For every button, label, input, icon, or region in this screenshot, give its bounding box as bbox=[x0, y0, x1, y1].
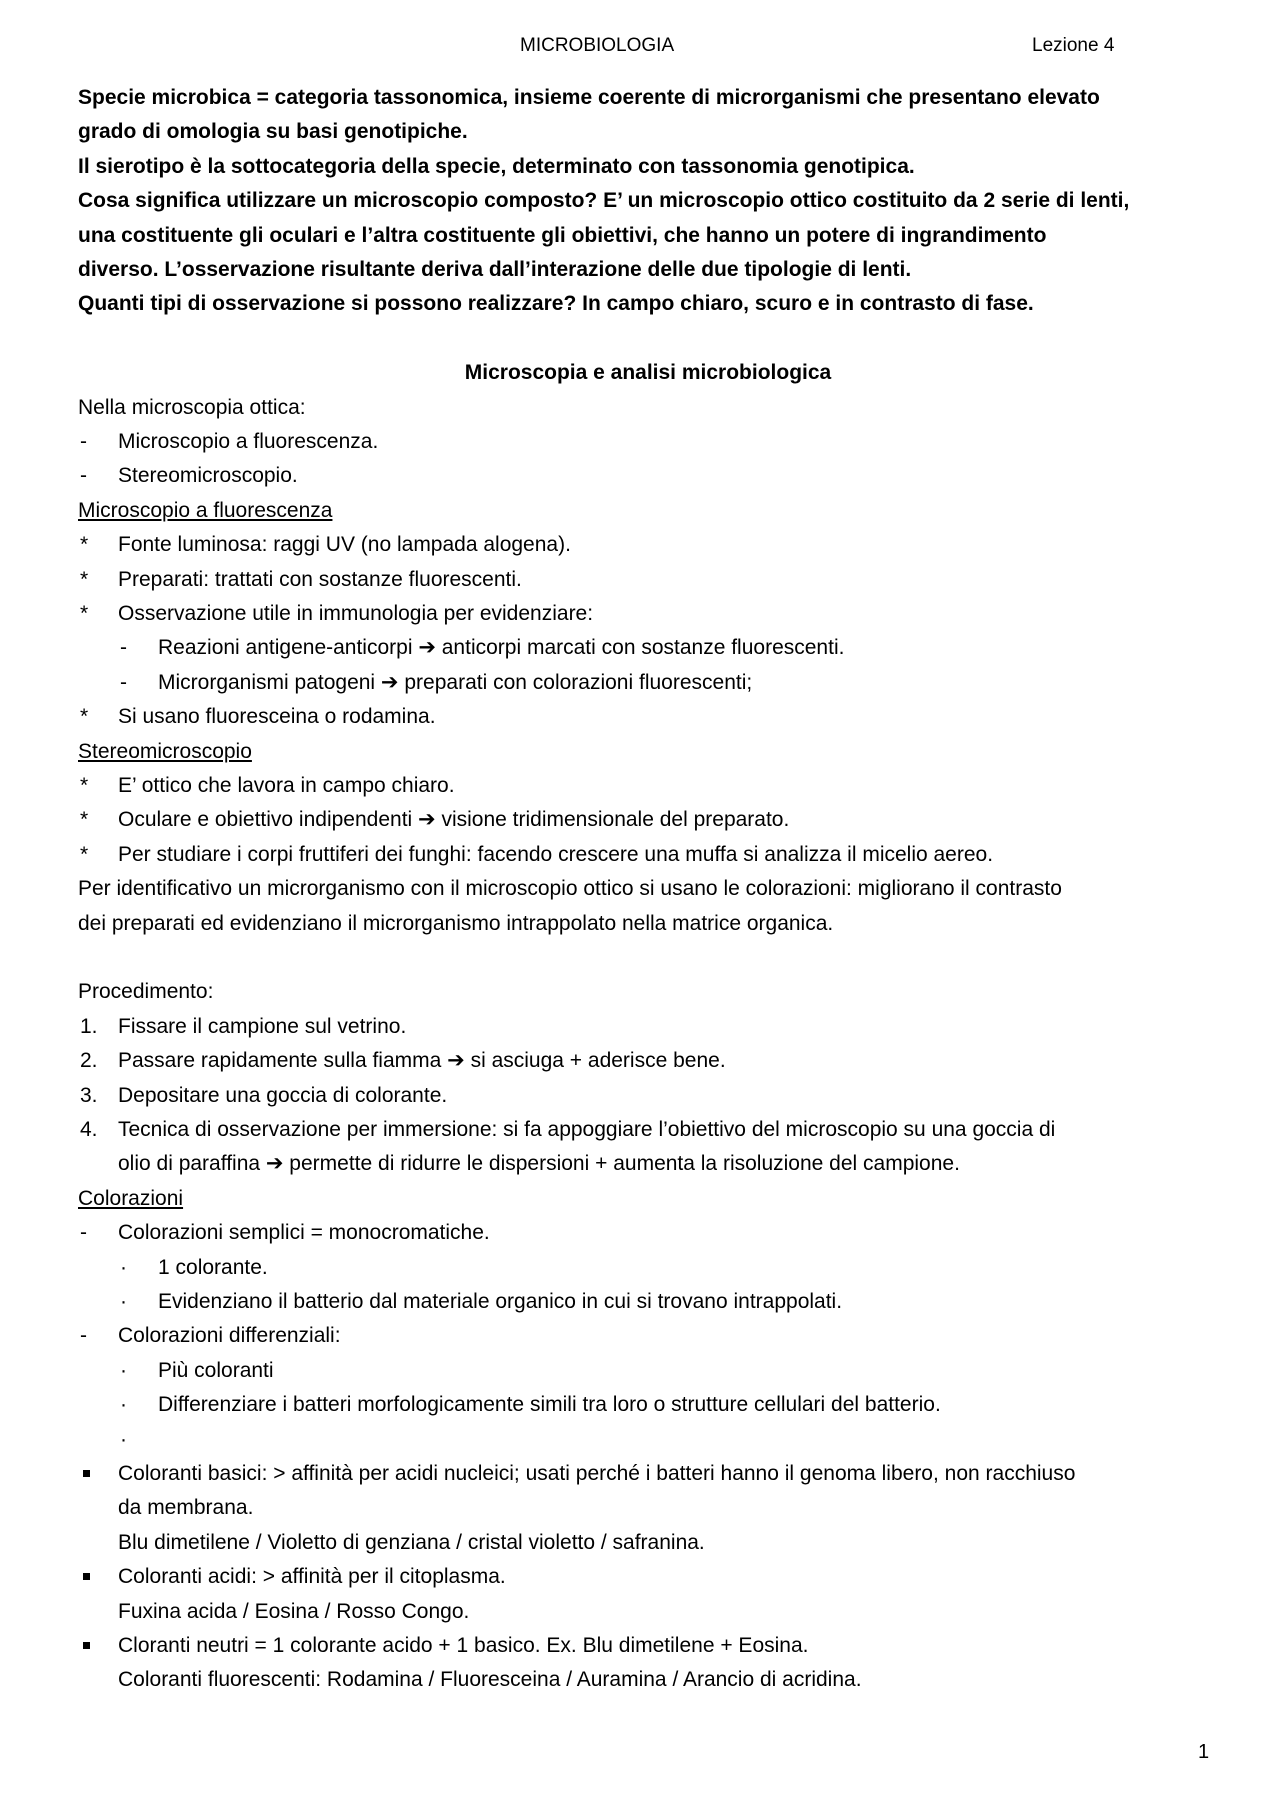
star-marker: * bbox=[80, 601, 89, 625]
list-item bbox=[78, 769, 1218, 803]
square-bullet-icon bbox=[78, 1629, 118, 1663]
stereo-heading: Stereomicroscopio bbox=[78, 739, 252, 763]
intro-line: diverso. L’osservazione risultante deriva dall’interazione delle due tipologie di lenti. bbox=[78, 257, 912, 281]
list-item bbox=[78, 803, 1218, 837]
list-item-text: Reazioni antigene-anticorpi ➔ anticorpi marcati con sostanze fluorescenti. bbox=[158, 636, 845, 660]
intro-line: Specie microbica = categoria tassonomica, insieme coerente di microrganismi che presentano elevato bbox=[78, 86, 1100, 109]
intro-line: Il sierotipo è la sottocategoria della specie, determinato con tassonomia genotipica. bbox=[78, 154, 915, 178]
dot-marker: · bbox=[120, 1289, 127, 1313]
list-continuation: Blu dimetilene / Violetto di genziana / cristal violetto / safranina. bbox=[118, 1530, 705, 1554]
list-item-text: Più coloranti bbox=[158, 1358, 274, 1382]
dash-marker: - bbox=[120, 636, 127, 660]
step-text: Depositare una goccia di colorante. bbox=[118, 1083, 448, 1107]
list-item bbox=[78, 528, 1218, 562]
star-marker: * bbox=[80, 567, 89, 591]
dash-marker: - bbox=[80, 1324, 87, 1348]
list-item bbox=[78, 700, 1218, 734]
list-item bbox=[78, 425, 1218, 459]
star-marker: * bbox=[80, 773, 89, 797]
list-item-text: Fonte luminosa: raggi UV (no lampada alogena). bbox=[118, 533, 571, 557]
paragraph-line: Per identificativo un microrganismo con il microscopio ottico si usano le colorazioni: migliorano il contrasto bbox=[78, 877, 1062, 901]
list-item-text: Evidenziano il batterio dal materiale organico in cui si trovano intrappolati. bbox=[158, 1289, 843, 1313]
square-list-item bbox=[78, 1457, 1218, 1491]
square-bullet-icon bbox=[78, 1560, 118, 1594]
list-item-text: Cloranti neutri = 1 colorante acido + 1 basico. Ex. Blu dimetilene + Eosina. bbox=[118, 1633, 809, 1657]
intro-line: Quanti tipi di osservazione si possono realizzare? In campo chiaro, scuro e in contrasto di fase. bbox=[78, 292, 1034, 316]
list-item-text: Colorazioni semplici = monocromatiche. bbox=[118, 1221, 490, 1245]
intro-line: una costituente gli oculari e l’altra costituente gli obiettivi, che hanno un potere di ingrandimento bbox=[78, 223, 1047, 247]
dash-marker: - bbox=[80, 464, 87, 488]
spacer bbox=[78, 322, 1218, 356]
list-continuation: Fuxina acida / Eosina / Rosso Congo. bbox=[118, 1599, 470, 1623]
fluorescence-heading: Microscopio a fluorescenza bbox=[78, 498, 333, 522]
step-text: Passare rapidamente sulla fiamma ➔ si asciuga + aderisce bene. bbox=[118, 1049, 726, 1073]
list-item bbox=[78, 838, 1218, 872]
list-item bbox=[78, 1216, 1218, 1250]
list-item-text: Stereomicroscopio. bbox=[118, 464, 298, 488]
spacer bbox=[78, 941, 1218, 975]
sub-list-item bbox=[78, 1388, 1218, 1422]
list-item-text: Differenziare i batteri morfologicamente simili tra loro o strutture cellulari del batterio. bbox=[158, 1393, 941, 1417]
sub-list-item bbox=[78, 1285, 1218, 1319]
step-text: Fissare il campione sul vetrino. bbox=[118, 1014, 407, 1038]
numbered-item bbox=[78, 1010, 1218, 1044]
list-continuation: da membrana. bbox=[118, 1496, 254, 1520]
stains-heading: Colorazioni bbox=[78, 1186, 184, 1210]
intro-line: Cosa significa utilizzare un microscopio composto? E’ un microscopio ottico costituito da 2 serie di lenti, bbox=[78, 189, 1130, 213]
sub-list-item bbox=[78, 1423, 1218, 1457]
list-item bbox=[78, 563, 1218, 597]
list-item-text: Per studiare i corpi fruttiferi dei funghi: facendo crescere una muffa si analizza il micelio aereo. bbox=[118, 842, 994, 866]
list-continuation: Coloranti fluorescenti: Rodamina / Fluoresceina / Auramina / Arancio di acridina. bbox=[118, 1668, 862, 1692]
numbered-item bbox=[78, 1079, 1218, 1113]
sub-list-item bbox=[78, 1251, 1218, 1285]
list-item-text: Oculare e obiettivo indipendenti ➔ visione tridimensionale del preparato. bbox=[118, 808, 790, 832]
square-list-item bbox=[78, 1560, 1218, 1594]
sub-list-item bbox=[78, 666, 1218, 700]
list-item-text: E’ ottico che lavora in campo chiaro. bbox=[118, 773, 455, 797]
step-text: Tecnica di osservazione per immersione: si fa appoggiare l’obiettivo del microscopio su una goccia di bbox=[118, 1117, 1056, 1141]
step-number: 3. bbox=[80, 1083, 98, 1107]
header-title: MICROBIOLOGIA bbox=[520, 35, 675, 56]
list-item bbox=[78, 597, 1218, 631]
paragraph-line: dei preparati ed evidenziano il microrganismo intrappolato nella matrice organica. bbox=[78, 911, 834, 935]
intro-line: grado di omologia su basi genotipiche. bbox=[78, 120, 468, 144]
step-number: 2. bbox=[80, 1049, 98, 1073]
list-item bbox=[78, 1319, 1218, 1353]
list-item-text: Colorazioni differenziali: bbox=[118, 1324, 341, 1348]
list-item-text: Osservazione utile in immunologia per evidenziare: bbox=[118, 601, 594, 625]
list-item-text: Si usano fluoresceina o rodamina. bbox=[118, 705, 436, 729]
numbered-item bbox=[78, 1044, 1218, 1078]
star-marker: * bbox=[80, 705, 89, 729]
section-title: Microscopia e analisi microbiologica bbox=[464, 361, 832, 385]
dot-marker: · bbox=[120, 1358, 127, 1382]
star-marker: * bbox=[80, 842, 89, 866]
optical-intro: Nella microscopia ottica: bbox=[78, 395, 306, 419]
star-marker: * bbox=[80, 533, 89, 557]
dash-marker: - bbox=[120, 670, 127, 694]
list-item-text: 1 colorante. bbox=[158, 1255, 268, 1279]
dash-marker: - bbox=[80, 1221, 87, 1245]
header-lesson: Lezione 4 bbox=[1032, 35, 1115, 56]
list-item-text: Microrganismi patogeni ➔ preparati con colorazioni fluorescenti; bbox=[158, 670, 753, 694]
list-item bbox=[78, 459, 1218, 493]
sub-list-item bbox=[78, 1354, 1218, 1388]
dot-marker: · bbox=[120, 1393, 127, 1417]
list-item-text: Preparati: trattati con sostanze fluorescenti. bbox=[118, 567, 522, 591]
star-marker: * bbox=[80, 808, 89, 832]
step-continuation: olio di paraffina ➔ permette di ridurre le dispersioni + aumenta la risoluzione del campione. bbox=[118, 1152, 960, 1176]
square-list-item bbox=[78, 1629, 1218, 1663]
step-number: 1. bbox=[80, 1014, 98, 1038]
procedure-heading: Procedimento: bbox=[78, 980, 214, 1004]
square-bullet-icon bbox=[78, 1457, 118, 1491]
dash-marker: - bbox=[80, 429, 87, 453]
list-item-text: Coloranti basici: > affinità per acidi nucleici; usati perché i batteri hanno il genoma libero, non racchiuso bbox=[118, 1461, 1076, 1485]
dot-marker: · bbox=[120, 1427, 127, 1451]
step-number: 4. bbox=[80, 1117, 98, 1141]
document-body bbox=[78, 81, 1218, 1698]
sub-list-item bbox=[78, 631, 1218, 665]
page-number: 1 bbox=[1198, 1741, 1210, 1763]
list-item-text: Coloranti acidi: > affinità per il citoplasma. bbox=[118, 1565, 506, 1589]
dot-marker: · bbox=[120, 1255, 127, 1279]
list-item-text: Microscopio a fluorescenza. bbox=[118, 429, 379, 453]
numbered-item bbox=[78, 1113, 1218, 1147]
